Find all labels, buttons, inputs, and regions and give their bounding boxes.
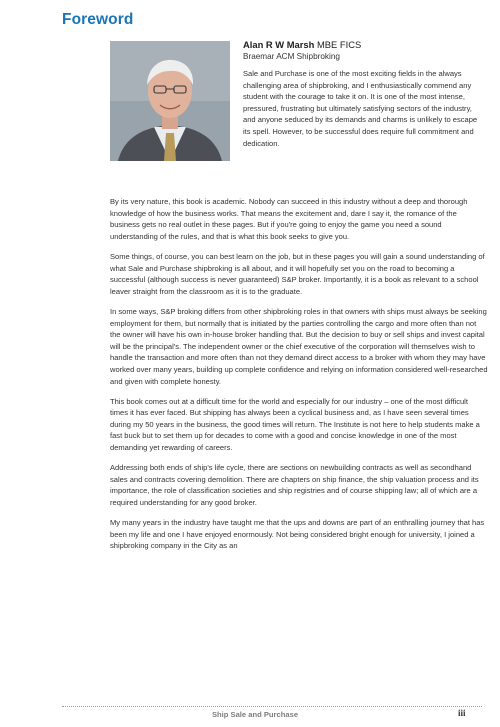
author-name: Alan R W Marsh bbox=[243, 39, 315, 50]
page-title: Foreword bbox=[62, 11, 134, 28]
author-intro-paragraph: Sale and Purchase is one of the most exciting fields in the always challenging area of shipbroking, and I enthusiastically commend any student with the courage to take it on. It is one of the most intense, pressured, frustrating but ultimately satisfying sectors of the industry, and anyone seduced by its demands and charms is unlikely to escape its spell. However, to be successful does require full commitment and dedication. bbox=[243, 69, 478, 148]
author-block bbox=[243, 39, 483, 149]
body-paragraph-5: Addressing both ends of ship's life cycle, there are sections on newbuilding contracts as well as secondhand sales and contracts covering demolition. There are chapters on ship finance, the ship valuation process and its importance, the role of classification societies and ship registries and of course shipping law; all of which are a required understanding for any good broker. bbox=[110, 463, 479, 508]
footer-title: Ship Sale and Purchase bbox=[211, 710, 299, 719]
body-paragraph-3: In some ways, S&P broking differs from other shipbroking roles in that owners with ships must always be seeking employment for them, but normally that is initiated by the parties controlling the cargo and more often than not the owner will have his own in-house broker handling that. But the decision to buy or sell ships and invest capital will be the principal's. The independent owner or the chief executive of the corporation will themselves wish to handle the transaction and more often than not they demand direct access to a broker with whom they may have worked over many years, building up complete confidence and relying on information considered well-researched and given with complete honesty. bbox=[110, 306, 488, 386]
body-paragraph-6: My many years in the industry have taught me that the ups and downs are part of an enthralling journey that has been my life and one I have enjoyed enormously. Not being considered bright enough for university, I joined a shipbroking company in the City as an bbox=[110, 518, 485, 551]
body-paragraph-1: By its very nature, this book is academic. Nobody can succeed in this industry without a deep and thorough knowledge of how the business works. That means the excitement and, dare I say it, the romance of the business gets no real outlet in these pages. But if you're going to enjoy the game you need a sound understanding of the rules, and that is what this book seeks to give you. bbox=[110, 197, 468, 241]
author-photo bbox=[110, 41, 230, 161]
body-paragraph-4: This book comes out at a difficult time for the world and especially for our industry – one of the most difficult times it has ever faced. But shipping has always been a cyclical business and, as I have seen several times during my 50 years in the business, the good times will return. The Institute is not here to help students make a fast buck but to set them up for decades to come with a good and concise knowledge in one of the most demanding yet rewarding of careers. bbox=[110, 396, 480, 453]
author-role: Braemar ACM Shipbroking bbox=[243, 52, 340, 61]
body-text bbox=[110, 196, 488, 561]
author-heading bbox=[243, 39, 483, 51]
author-credentials: MBE FICS bbox=[314, 39, 362, 50]
body-paragraph-2: Some things, of course, you can best learn on the job, but in these pages you will gain a sound understanding of what Sale and Purchase shipbroking is all about, and it will hopefully set you on the road to becoming a successful (although success is never guaranteed) S&P broker. Importantly, it is a book as relevant to a school leaver straight from the classroom as it is to the graduate. bbox=[110, 251, 485, 296]
footer-divider bbox=[62, 706, 482, 707]
author-portrait-image bbox=[110, 41, 230, 161]
page-number: iii bbox=[458, 708, 466, 718]
